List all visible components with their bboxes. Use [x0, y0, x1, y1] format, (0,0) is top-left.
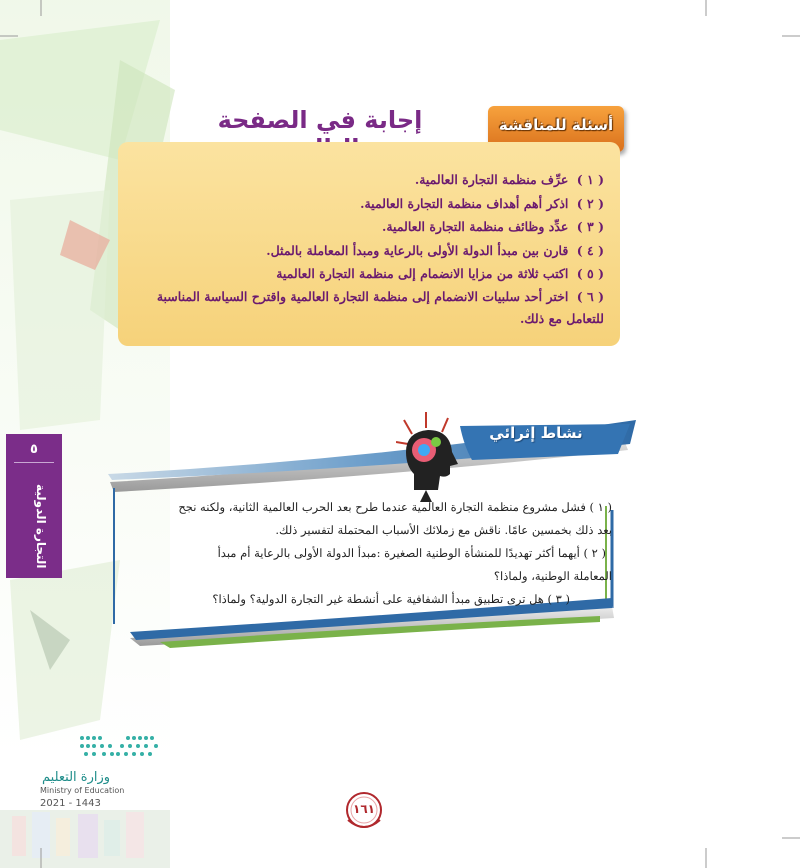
question-number: ( ٢ ) — [576, 195, 604, 211]
question-item — [124, 168, 604, 192]
question-item — [124, 192, 604, 216]
question-number: ( ٥ ) — [576, 266, 604, 281]
question-number: ( ١ ) — [576, 172, 604, 187]
activity-line: ( ٣ ) هل ترى تطبيق مبدأ الشفافية على أنشطة غير التجارة الدولية؟ ولماذا؟ — [212, 592, 570, 606]
question-text: اكتب ثلاثة من مزايا الانضمام إلى منظمة التجارة العالمية — [276, 266, 569, 281]
page-number: ١٦١ — [353, 802, 375, 816]
discussion-questions-box — [118, 142, 620, 346]
question-item — [124, 215, 604, 239]
chapter-side-tab — [6, 434, 62, 578]
chapter-label: التجارة الدولية — [34, 483, 48, 569]
question-item — [124, 239, 604, 263]
ministry-name-en: Ministry of Education — [40, 786, 125, 795]
discussion-questions-list — [124, 168, 604, 330]
chapter-number: ٥ — [30, 442, 38, 457]
discussion-tag-label: أسئلة للمناقشة — [498, 116, 614, 134]
edition-year: 2021 - 1443 — [40, 798, 101, 809]
question-text: عدِّد وظائف منظمة التجارة العالمية. — [382, 219, 569, 234]
question-number: ( ٣ ) — [576, 219, 604, 234]
ministry-name-ar: وزارة التعليم — [42, 770, 111, 785]
chapter-divider — [14, 462, 54, 463]
question-item — [124, 262, 604, 286]
question-text: اذكر أهم أهداف منظمة التجارة العالمية. — [360, 195, 569, 211]
activity-line: ( ٢ ) أيهما أكثر تهديدًا للمنشأة الوطنية الصغيرة :مبدأ الدولة الأولى بالرعاية أم مبدأ — [217, 546, 606, 560]
question-text: قارن بين مبدأ الدولة الأولى بالرعاية ومبدأ المعاملة بالمثل. — [266, 242, 569, 258]
activity-line: المعاملة الوطنية، ولماذا؟ — [493, 569, 612, 583]
question-item — [124, 286, 604, 330]
question-number: ( ٦ ) — [576, 288, 604, 304]
question-number: ( ٤ ) — [576, 242, 604, 258]
activity-body — [118, 496, 612, 611]
page-title: إجابة في الصفحة — [217, 106, 423, 134]
head-gears-icon — [396, 412, 466, 502]
activity-line: بعد ذلك بخمسين عامًا. ناقش مع زملائك الأسباب المحتملة لتفسير ذلك. — [275, 523, 612, 537]
question-text: عرِّف منظمة التجارة العالمية. — [414, 172, 569, 187]
ministry-logo-icon — [78, 734, 162, 764]
activity-line: ( ١ ) فشل مشروع منظمة التجارة العالمية عندما طرح بعد الحرب العالمية الثانية، ولكنه نجح — [178, 500, 612, 514]
activity-title: نشاط إثرائي — [489, 424, 583, 442]
question-text: اختر أحد سلبيات الانضمام إلى منظمة التجارة العالمية واقترح السياسة المناسبة للتعامل مع ذلك. — [156, 288, 604, 326]
